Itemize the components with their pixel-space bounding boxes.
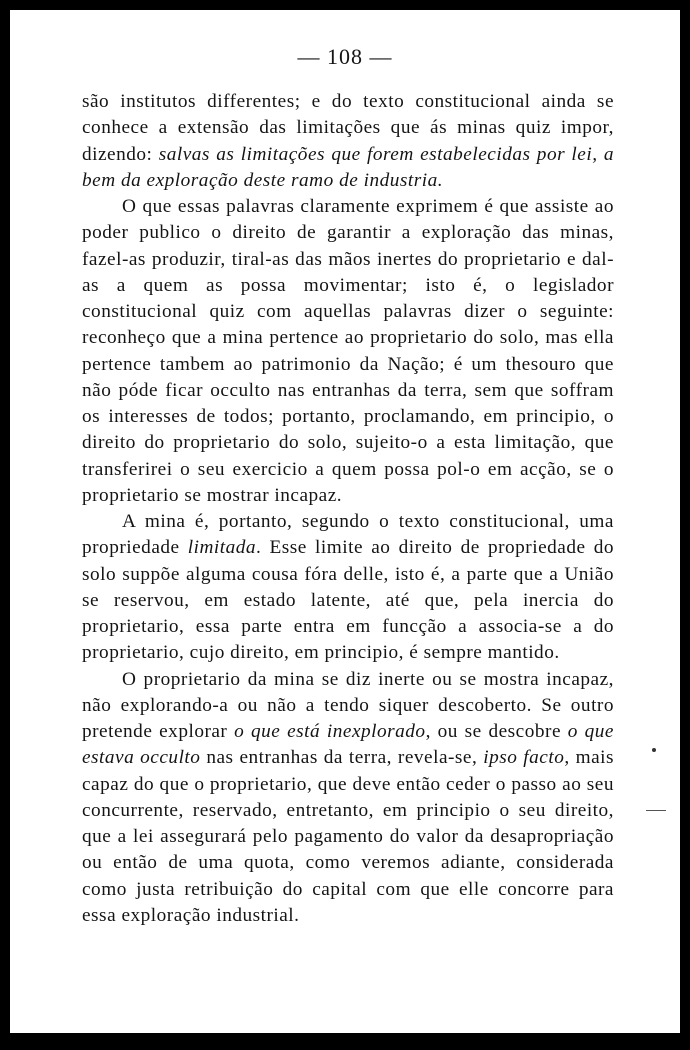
italic-text-segment: limitada	[187, 537, 257, 559]
margin-dot-mark	[652, 748, 656, 752]
italic-text-segment: ipso facto	[483, 747, 565, 769]
text-segment: são institutos differentes; e do texto constitucional ainda se conhece a extensão das limitações que ás minas quiz impor, dizendo:	[82, 91, 614, 165]
italic-text-segment: salvas as limitações que forem estabelecidas por lei, a bem da exploração deste ramo de industria.	[82, 143, 614, 191]
text-segment: . Esse limite ao direito de propriedade do solo suppõe alguma cousa fóra delle, isto é, a parte que a União se reservou, em estado latente, até que, pela inercia do proprietario, essa parte entra em funcção a associa-se a do proprietario, cujo direito, em principio, é sempre mantido.	[82, 537, 614, 664]
paragraph	[82, 194, 614, 509]
paragraph	[82, 509, 614, 667]
italic-text-segment: o que está inexplorado	[234, 721, 426, 742]
text-segment: A mina é, portanto, segundo o texto constitucional, uma propriedade	[82, 511, 614, 559]
italic-text-segment: o que estava occulto	[82, 721, 614, 769]
book-page	[10, 10, 680, 1033]
text-segment: O proprietario da mina se diz inerte ou se mostra incapaz, não explorando-a ou não a tendo siquer descoberto. Se outro pretende explorar	[82, 668, 614, 742]
text-segment: , mais capaz do que o proprietario, que deve então ceder o passo ao seu concurrente, reservado, entretanto, em principio o seu direito, que a lei assegurará pelo pagamento do valor da desapropriação ou então de uma quota, como veremos adiante, considerada como justa retribuição do capital com que elle concorre para essa exploração industrial.	[82, 747, 614, 926]
text-segment: O que essas palavras claramente exprimem é que assiste ao poder publico o direito de garantir a exploração das minas, fazel-as produzir, tiral-as das mãos inertes do proprietario e dal-as a quem as possa movimentar; isto é, o legislador constitucional quiz com aquellas palavras dizer o seguinte: reconheço que a mina pertence ao proprietario do solo, mas ella pertence tambem ao patrimonio da Nação; é um thesouro que não póde ficar occulto nas entranhas da terra, sem que soffram os interesses de todos; portanto, proclamando, em principio, o direito do proprietario do solo, sujeito-o a esta limitação, que transferirei o seu exercicio a quem possa pol-o em acção, se o proprietario se mostrar incapaz.	[82, 196, 614, 506]
margin-dash-mark	[646, 810, 666, 811]
paragraph	[82, 667, 614, 930]
text-segment: nas entranhas da terra, revela-se,	[200, 747, 484, 769]
paragraph	[82, 89, 614, 194]
text-segment: , ou se descobre	[425, 721, 568, 742]
page-number: — 108 —	[297, 44, 393, 69]
body-text	[82, 89, 614, 929]
